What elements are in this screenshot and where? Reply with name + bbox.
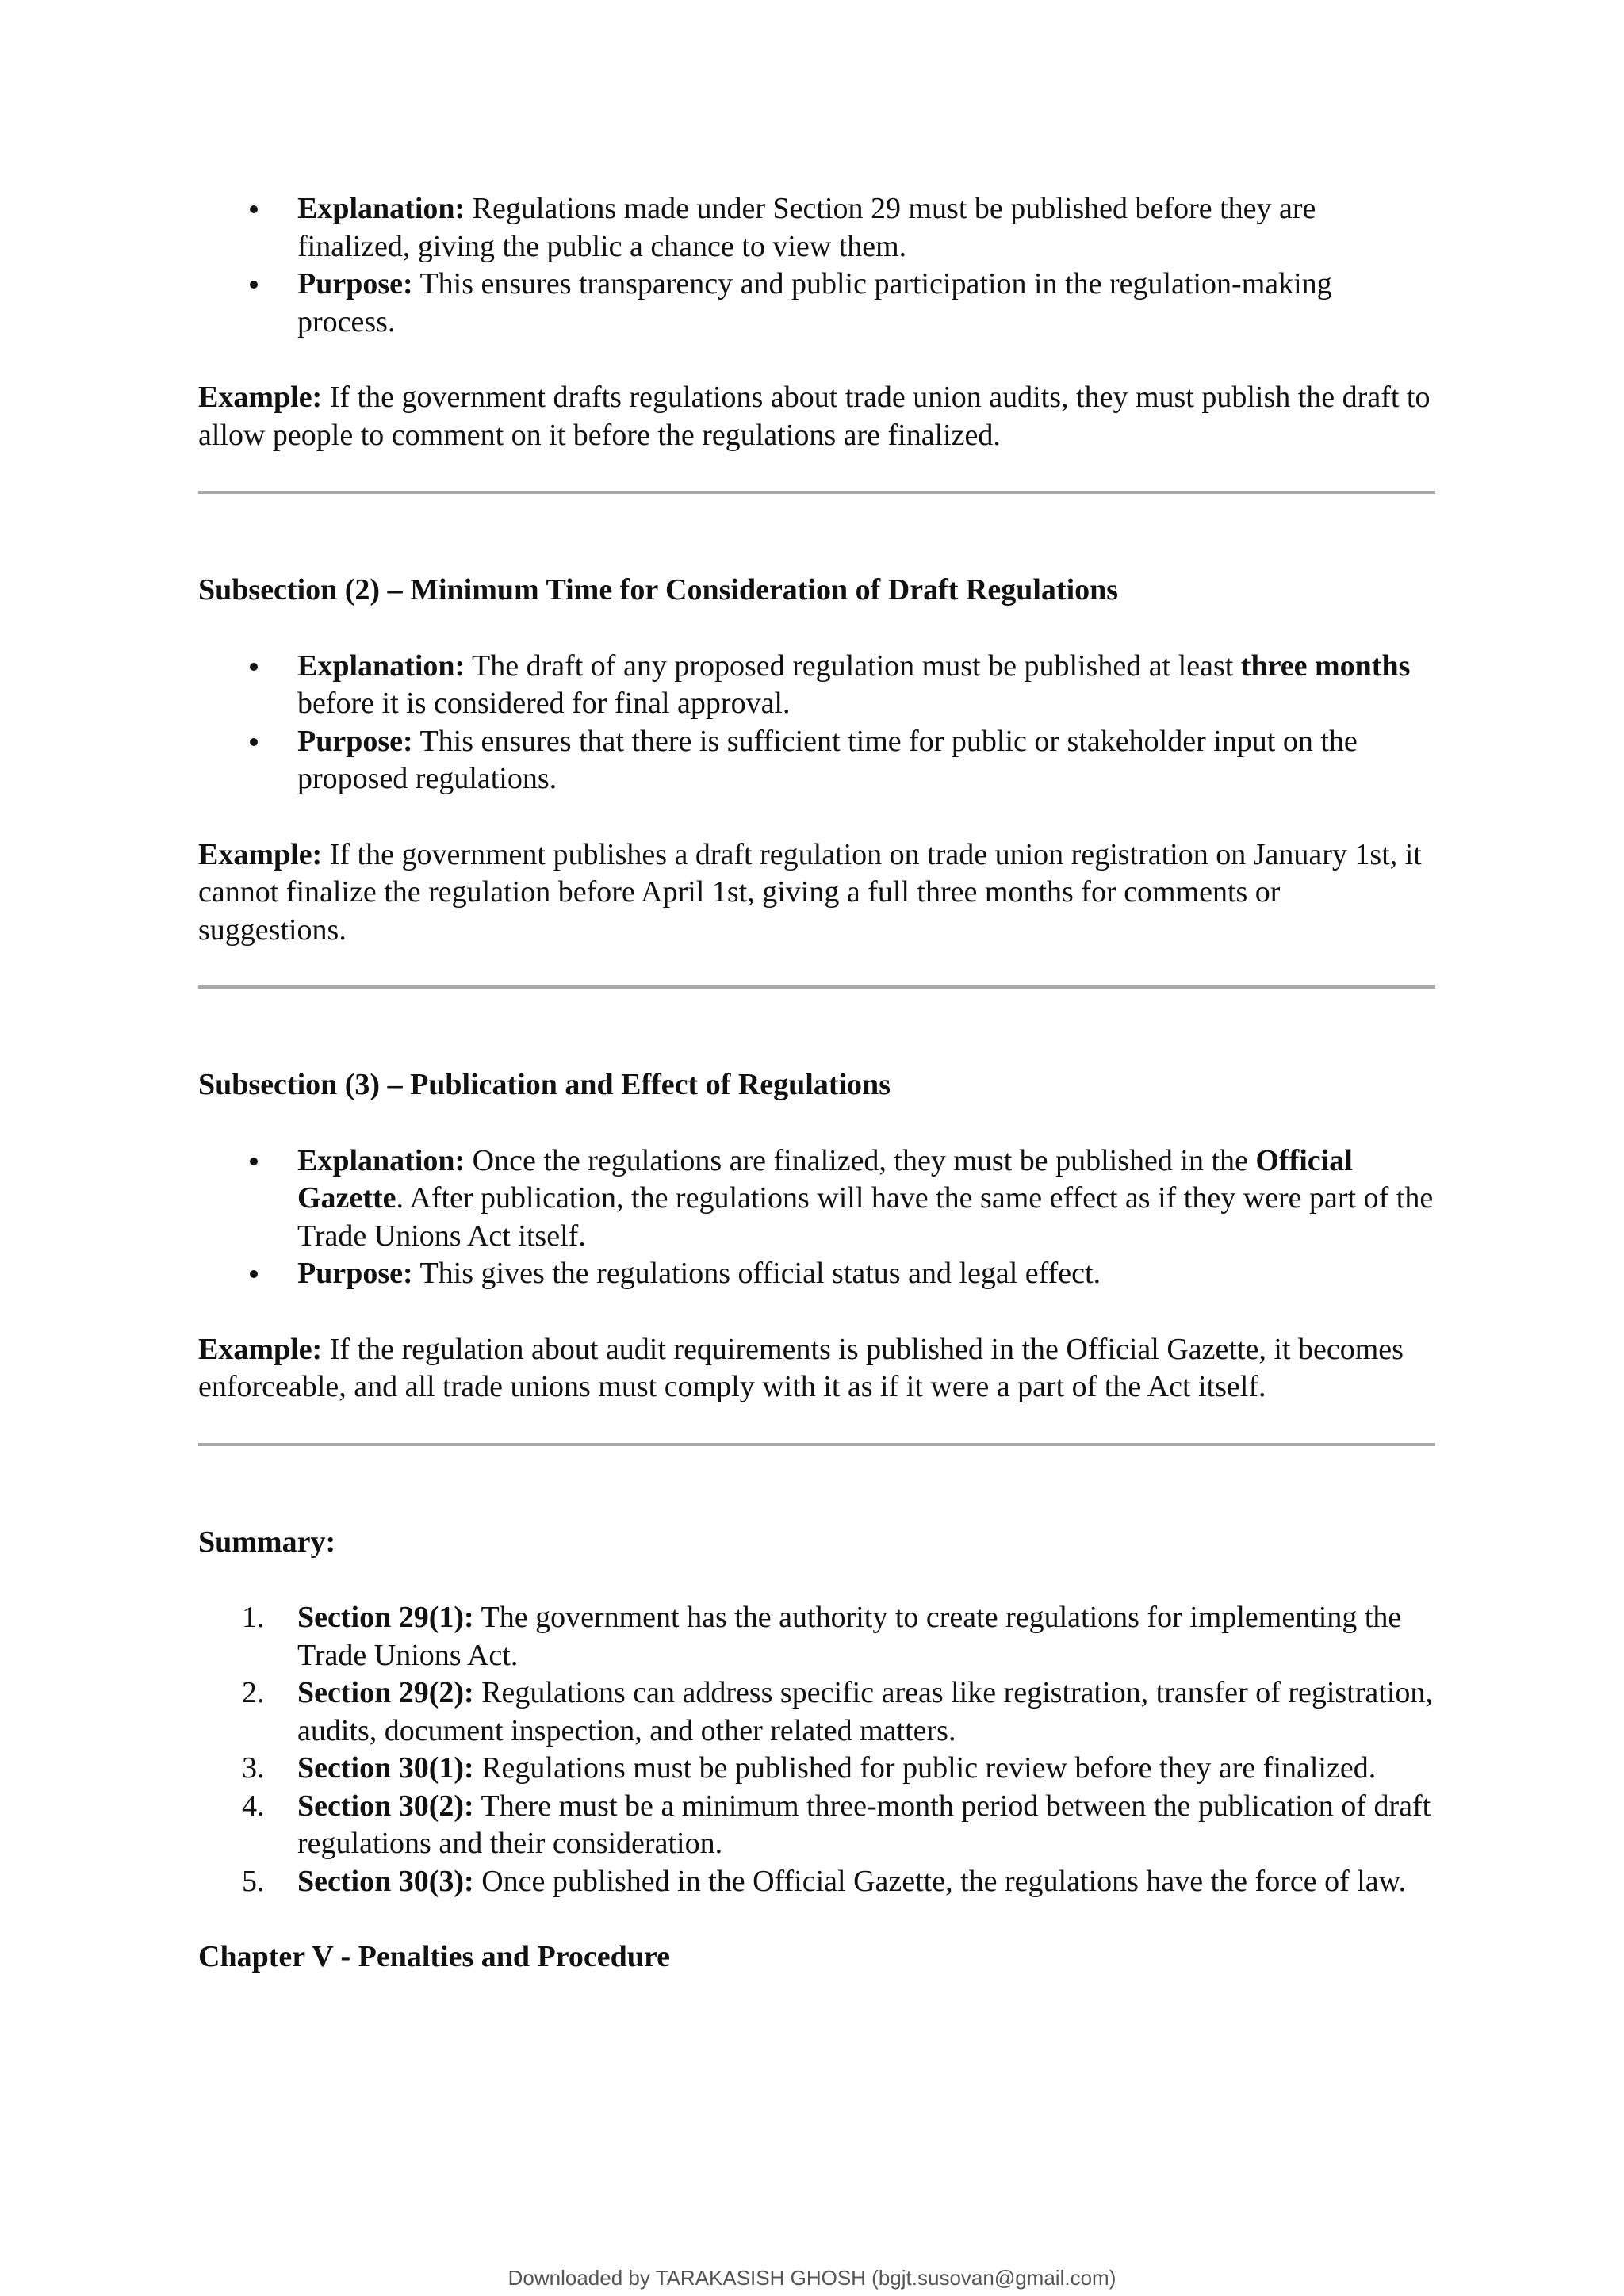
intro-example (198, 379, 1435, 454)
example-text: If the regulation about audit requirements is published in the Official Gazette, it becomes enforceable, and all trade unions must comply with it as if it were a part of the Act itself. (198, 1332, 1404, 1403)
bullet-label: Explanation: (297, 1143, 465, 1177)
subsection-3-example (198, 1331, 1435, 1406)
bullet-text: before it is considered for final approval. (297, 687, 791, 720)
download-footer: Downloaded by TARAKASISH GHOSH (bgjt.susovan@gmail.com) (508, 2266, 1116, 2290)
bullet-icon (242, 190, 266, 228)
summary-list (198, 1599, 1435, 1900)
bullet-label: Purpose: (297, 724, 413, 758)
example-label: Example: (198, 837, 323, 871)
list-number: 1. (242, 1601, 265, 1634)
list-item (198, 1863, 1435, 1901)
bullet-text: This gives the regulations official status and legal effect. (412, 1257, 1101, 1290)
item-label: Section 30(3): (297, 1864, 474, 1898)
item-text: Regulations must be published for public review before they are finalized. (473, 1751, 1377, 1785)
list-item (198, 190, 1435, 266)
bold-emphasis: Official Gazette (297, 1143, 1353, 1215)
bullet-label: Explanation: (297, 649, 465, 683)
list-number: 3. (242, 1751, 265, 1785)
bullet-text: This ensures transparency and public participation in the regulation-making process. (297, 267, 1332, 339)
bold-emphasis: three months (1240, 649, 1411, 683)
subsection-3-heading: Subsection (3) – Publication and Effect of Regulations (198, 1068, 891, 1101)
list-number: 4. (242, 1789, 265, 1823)
list-item (198, 1788, 1435, 1863)
item-label: Section 30(1): (297, 1751, 474, 1785)
bullet-text: The draft of any proposed regulation must be published at least (465, 649, 1241, 683)
item-text: Regulations can address specific areas like registration, transfer of registration, audits, document inspection, and other related matters. (297, 1676, 1433, 1747)
subsection-2-bullet-list (198, 648, 1435, 798)
item-label: Section 30(2): (297, 1789, 474, 1823)
bullet-icon (242, 266, 266, 304)
bullet-icon (242, 648, 266, 686)
bullet-text: Regulations made under Section 29 must be published before they are finalized, giving the public a chance to view them. (297, 192, 1316, 263)
list-item (198, 1255, 1435, 1293)
example-label: Example: (198, 381, 323, 414)
example-text: If the government drafts regulations about trade union audits, they must publish the draft to allow people to comment on it before the regulations are finalized. (198, 381, 1431, 452)
item-text: Once published in the Official Gazette, the regulations have the force of law. (473, 1864, 1407, 1898)
list-item (198, 1674, 1435, 1750)
subsection-2-example (198, 836, 1435, 950)
bullet-icon (242, 1142, 266, 1181)
summary-heading: Summary: (198, 1525, 336, 1559)
list-item (198, 1142, 1435, 1256)
item-text: The government has the authority to create regulations for implementing the Trade Unions Act. (297, 1601, 1402, 1672)
item-label: Section 29(2): (297, 1676, 474, 1709)
document-page (198, 190, 1435, 1976)
bullet-label: Purpose: (297, 1257, 413, 1290)
bullet-label: Explanation: (297, 192, 465, 225)
bullet-text: Once the regulations are finalized, they must be published in the (465, 1143, 1256, 1177)
list-item (198, 266, 1435, 341)
subsection-2-heading: Subsection (2) – Minimum Time for Consideration of Draft Regulations (198, 573, 1119, 607)
item-text: There must be a minimum three-month period between the publication of draft regulations and their consideration. (297, 1789, 1431, 1860)
list-number: 2. (242, 1676, 265, 1709)
list-item (198, 723, 1435, 798)
example-text: If the government publishes a draft regulation on trade union registration on January 1st, it cannot finalize the regulation before April 1st, giving a full three months for comments or suggestions. (198, 837, 1422, 947)
bullet-icon (242, 1255, 266, 1293)
bullet-icon (242, 723, 266, 761)
chapter-heading: Chapter V - Penalties and Procedure (198, 1940, 670, 1973)
subsection-3-bullet-list (198, 1142, 1435, 1293)
bullet-text: This ensures that there is sufficient time for public or stakeholder input on the proposed regulations. (297, 724, 1358, 795)
list-item (198, 1750, 1435, 1788)
list-item (198, 1599, 1435, 1674)
bullet-label: Purpose: (297, 267, 413, 300)
example-label: Example: (198, 1332, 323, 1366)
intro-bullet-list (198, 190, 1435, 341)
bullet-text: . After publication, the regulations will have the same effect as if they were part of the Trade Unions Act itself. (297, 1181, 1434, 1253)
list-number: 5. (242, 1864, 265, 1898)
item-label: Section 29(1): (297, 1601, 474, 1634)
list-item (198, 648, 1435, 723)
